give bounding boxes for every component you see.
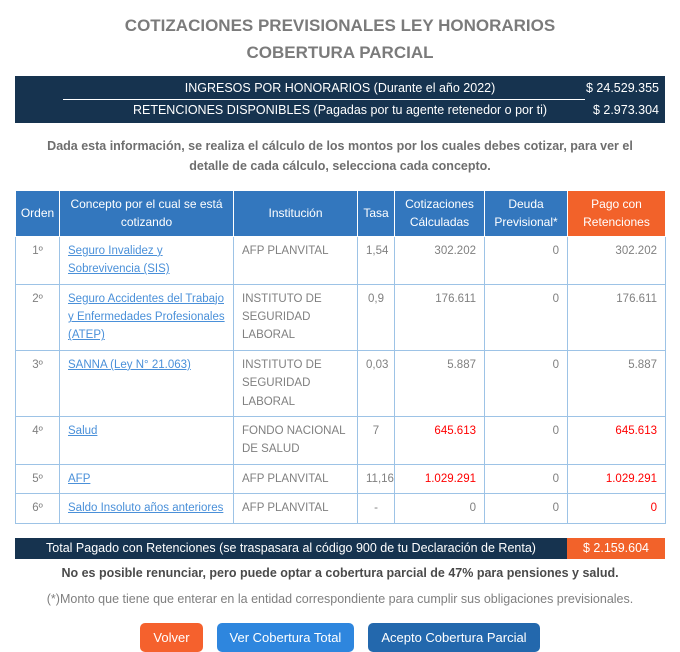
concepto-link-sanna[interactable]: SANNA (Ley N° 21.063): [68, 358, 191, 371]
cell-orden: 6º: [16, 494, 60, 523]
concepto-link-atep[interactable]: Seguro Accidentes del Trabajo y Enfermedades Profesionales (ATEP): [68, 292, 225, 342]
ver-cobertura-total-button[interactable]: Ver Cobertura Total: [217, 623, 355, 652]
cell-institucion: FONDO NACIONAL DE SALUD: [234, 417, 358, 465]
header-deuda: Deuda Previsional*: [485, 191, 568, 237]
cell-concepto: [60, 350, 234, 416]
cell-tasa: 11,16: [358, 464, 395, 493]
acepto-cobertura-parcial-button[interactable]: Acepto Cobertura Parcial: [368, 623, 539, 652]
header-orden: Orden: [16, 191, 60, 237]
header-cotizaciones: Cotizaciones Cálculadas: [395, 191, 485, 237]
cell-institucion: INSTITUTO DE SEGURIDAD LABORAL: [234, 350, 358, 416]
cell-deuda: 0: [485, 494, 568, 523]
cell-cotizaciones: 176.611: [395, 284, 485, 350]
cell-institucion: AFP PLANVITAL: [234, 236, 358, 284]
retenciones-value: $ 2.973.304: [592, 103, 659, 118]
cell-tasa: 0,9: [358, 284, 395, 350]
cell-concepto: [60, 464, 234, 493]
page-title-line2: COBERTURA PARCIAL: [246, 43, 434, 63]
cell-institucion: AFP PLANVITAL: [234, 464, 358, 493]
page-title-line1: COTIZACIONES PREVISIONALES LEY HONORARIOS: [124, 16, 556, 35]
cell-pago: 5.887: [568, 350, 666, 416]
cell-pago: 645.613: [568, 417, 666, 465]
cell-deuda: 0: [485, 236, 568, 284]
summary-row-retenciones: [15, 100, 665, 121]
cell-cotizaciones: 302.202: [395, 236, 485, 284]
table-row: [16, 464, 666, 493]
cell-tasa: 1,54: [358, 236, 395, 284]
summary-row-ingresos: [15, 78, 665, 99]
header-tasa: Tasa: [358, 191, 395, 237]
cell-orden: 4º: [16, 417, 60, 465]
action-buttons: [0, 623, 680, 652]
ingresos-label: INGRESOS POR HONORARIOS (Durante el año 2022): [184, 81, 496, 96]
cell-tasa: 0,03: [358, 350, 395, 416]
concepto-link-saldo-insoluto[interactable]: Saldo Insoluto años anteriores: [68, 502, 224, 515]
table-row: [16, 417, 666, 465]
cell-pago: 302.202: [568, 236, 666, 284]
cell-concepto: [60, 494, 234, 523]
page-title: [0, 12, 680, 66]
cell-orden: 5º: [16, 464, 60, 493]
header-concepto: Concepto por el cual se está cotizando: [60, 191, 234, 237]
concepto-link-salud[interactable]: Salud: [68, 425, 98, 438]
cotizaciones-table: [15, 190, 666, 523]
total-value: $ 2.159.604: [567, 538, 665, 559]
table-header-row: [16, 191, 666, 237]
cell-orden: 1º: [16, 236, 60, 284]
concepto-link-afp[interactable]: AFP: [68, 472, 91, 485]
cell-institucion: INSTITUTO DE SEGURIDAD LABORAL: [234, 284, 358, 350]
cell-cotizaciones: 0: [395, 494, 485, 523]
cell-cotizaciones: 645.613: [395, 417, 485, 465]
table-row: [16, 350, 666, 416]
ingresos-value: $ 24.529.355: [586, 81, 659, 96]
note-asterisk: (*)Monto que tiene que enterar en la entidad correspondiente para cumplir sus obligaciones previsionales.: [46, 591, 634, 606]
cell-pago: 1.029.291: [568, 464, 666, 493]
cell-pago: 176.611: [568, 284, 666, 350]
cell-orden: 2º: [16, 284, 60, 350]
cell-pago: 0: [568, 494, 666, 523]
total-bar: [15, 538, 665, 559]
note-cobertura-parcial: No es posible renunciar, pero puede optar a cobertura parcial de 47% para pensiones y salud.: [61, 565, 619, 580]
summary-bar: [15, 76, 665, 123]
cell-cotizaciones: 1.029.291: [395, 464, 485, 493]
table-row: [16, 494, 666, 523]
intro-text: Dada esta información, se realiza el cálculo de los montos por los cuales debes cotizar, para ver el detalle de cada cálculo, selecciona cada concepto.: [47, 139, 633, 173]
cell-concepto: [60, 284, 234, 350]
volver-button[interactable]: Volver: [140, 623, 202, 652]
table-row: [16, 284, 666, 350]
cell-deuda: 0: [485, 417, 568, 465]
cell-institucion: AFP PLANVITAL: [234, 494, 358, 523]
cell-deuda: 0: [485, 350, 568, 416]
header-institucion: Institución: [234, 191, 358, 237]
table-row: [16, 236, 666, 284]
cell-concepto: [60, 236, 234, 284]
header-pago: Pago con Retenciones: [568, 191, 666, 237]
cell-tasa: 7: [358, 417, 395, 465]
cell-concepto: [60, 417, 234, 465]
total-label: Total Pagado con Retenciones (se traspasara al código 900 de tu Declaración de Renta): [46, 540, 536, 555]
cell-cotizaciones: 5.887: [395, 350, 485, 416]
retenciones-label: RETENCIONES DISPONIBLES (Pagadas por tu agente retenedor o por ti): [132, 103, 548, 118]
cell-orden: 3º: [16, 350, 60, 416]
concepto-link-sis[interactable]: Seguro Invalidez y Sobrevivencia (SIS): [68, 244, 170, 276]
cell-deuda: 0: [485, 464, 568, 493]
cell-tasa: -: [358, 494, 395, 523]
cell-deuda: 0: [485, 284, 568, 350]
